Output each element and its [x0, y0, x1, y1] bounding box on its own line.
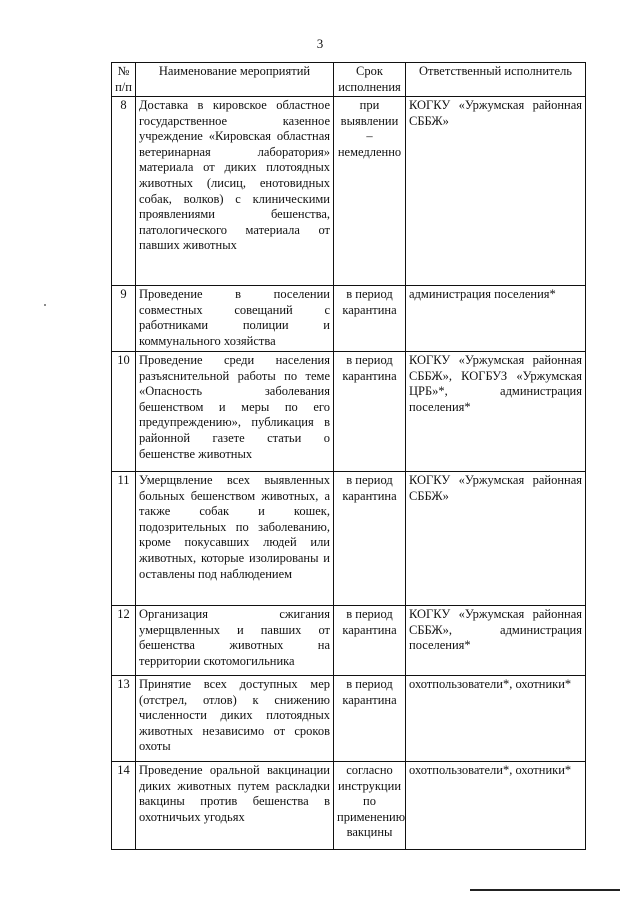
table-row [112, 762, 586, 850]
executor: КОГКУ «Уржумская районная СББЖ» [406, 97, 586, 286]
executor: охотпользователи*, охотники* [406, 762, 586, 850]
deadline: в период карантина [334, 472, 406, 606]
header-deadline: Срок исполнения [334, 63, 406, 97]
deadline: в период карантина [334, 352, 406, 472]
deadline: согласно инструкции по применению вакцины [334, 762, 406, 850]
row-number: 13 [112, 676, 136, 762]
footer-rule [470, 889, 620, 891]
table-row [112, 286, 586, 352]
row-number: 10 [112, 352, 136, 472]
table-row [112, 352, 586, 472]
page-number: 3 [316, 36, 324, 51]
measure-name: Проведение среди населения разъяснительной работы по теме «Опасность заболевания бешенством и меры по его предупреждению», публикация в районной газете статьи о бешенстве животных [136, 352, 334, 472]
measures-table [111, 62, 586, 850]
deadline: в период карантина [334, 606, 406, 676]
deadline: в период карантина [334, 286, 406, 352]
table-row [112, 676, 586, 762]
executor: КОГКУ «Уржумская районная СББЖ», КОГБУЗ «Уржумская ЦРБ»*, администрация поселения* [406, 352, 586, 472]
table-header [112, 63, 586, 97]
table-row [112, 97, 586, 286]
measure-name: Проведение в поселении совместных совещаний с работниками полиции и коммунального хозяйства [136, 286, 334, 352]
measure-name: Доставка в кировское областное государственное казенное учреждение «Кировская областная ветеринарная лаборатория» материала от диких плотоядных животных (лисиц, енотовидных собак, волков) с клиническими проявлениями бешенства, патологического материала от павших животных [136, 97, 334, 286]
header-measure-name: Наименование мероприятий [136, 63, 334, 97]
deadline: при выявлении – немедленно [334, 97, 406, 286]
row-number: 8 [112, 97, 136, 286]
header-row [112, 63, 586, 97]
scan-dot [44, 304, 46, 306]
executor: охотпользователи*, охотники* [406, 676, 586, 762]
header-number: № п/п [112, 63, 136, 97]
deadline: в период карантина [334, 676, 406, 762]
measure-name: Принятие всех доступных мер (отстрел, отлов) к снижению численности диких плотоядных животных независимо от сроков охоты [136, 676, 334, 762]
table-row [112, 606, 586, 676]
executor: КОГКУ «Уржумская районная СББЖ», администрация поселения* [406, 606, 586, 676]
row-number: 11 [112, 472, 136, 606]
row-number: 12 [112, 606, 136, 676]
measure-name: Проведение оральной вакцинации диких животных путем раскладки вакцины против бешенства в охотничьих угодьях [136, 762, 334, 850]
measure-name: Умерщвление всех выявленных больных бешенством животных, а также собак и кошек, подозрительных по заболеванию, кроме покусавших людей или животных, которые изолированы и оставлены под наблюдением [136, 472, 334, 606]
row-number: 9 [112, 286, 136, 352]
executor: администрация поселения* [406, 286, 586, 352]
executor: КОГКУ «Уржумская районная СББЖ» [406, 472, 586, 606]
header-executor: Ответственный исполнитель [406, 63, 586, 97]
row-number: 14 [112, 762, 136, 850]
table-row [112, 472, 586, 606]
measure-name: Организация сжигания умерщвленных и павших от бешенства животных на территории скотомогильника [136, 606, 334, 676]
